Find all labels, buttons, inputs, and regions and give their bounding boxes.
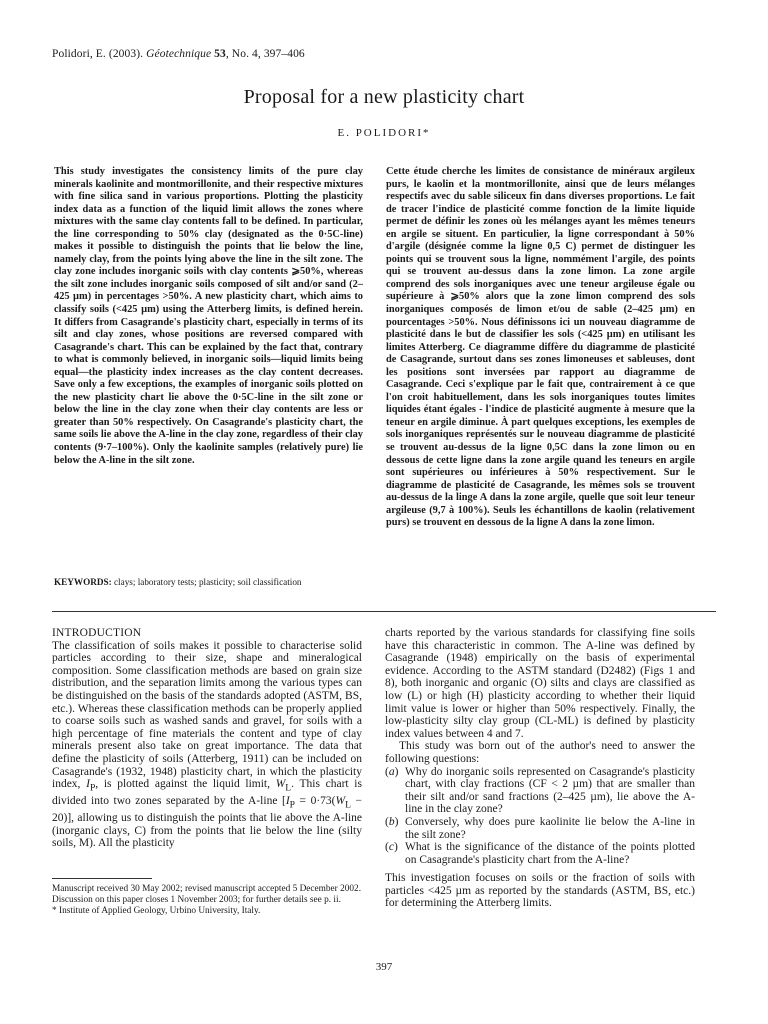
footnote-discussion: Discussion on this paper closes 1 November 2003; for further details see p. ii. (52, 895, 341, 906)
right-column (385, 627, 695, 910)
page-number: 397 (375, 961, 393, 973)
journal-citation (52, 48, 305, 60)
introduction-paragraph-2: charts reported by the various standards for classifying fine soils have this characteristic in common. The A-line was defined by Casagrande (1948) empirically on the basis of experimental evidence. According to the ASTM standard (D2482) (Figs 1 and 8), both inorganic and organic (O) silts and clays are classified as low (L) or high (H) plasticity according to whether their liquid limit value is lower or higher than 50% respectively. Finally, the low-plasticity silty clay group (CL-ML) is defined by plasticity index values between 4 and 7. (385, 627, 695, 740)
citation-issue-pages: , No. 4, 397–406 (225, 48, 305, 60)
keywords (54, 576, 363, 588)
question-item: (b) Conversely, why does pure kaolinite lie below the A-line in the silt zone? (385, 815, 695, 841)
introduction-paragraph-1: The classification of soils makes it possible to characterise solid particles according to their size, shape and mineralogical composition. Some classification methods are based on grain size distribution, and the separation limits among the various types can be distinguished on the basis of the standards adopted (ASTM, BS, etc.). Whereas these classification methods can be properly applied to coarse soils such as washed sands and gravel, for soils with a high percentage of fine materials the content and type of clay minerals present also take on great importance. The data that define the plasticity of soils (Atterberg, 1911) can be included on Casagrande's (1932, 1948) plasticity chart, in which the plasticity index, $I_P$, is plotted against the liquid limit, $W_L$. This chart is divided into two zones separated by the A-line $[I_P = 0\cdot 73(W_L - 20)]$, allowing us to distinguish the points that lie above the A-line (inorganic clays, C) from the points that lie below the line (silty soils, M). All the plasticity (52, 639, 362, 850)
citation-volume: 53 (214, 48, 226, 60)
left-column (52, 627, 362, 850)
footnote-divider (52, 878, 152, 879)
citation-journal: Géotechnique (146, 48, 212, 60)
abstract-french: Cette étude cherche les limites de consistance de minéraux argileux purs, le kaolin et la montmorillonite, ainsi que de leurs mélanges respectifs avec du sable siliceux fin dans diverses proportions. Le fait de tracer l'indice de plasticité comme fonction de la limite liquide permet de définir les zones où les mélanges ayant les mêmes teneurs en argile se situent. En particulier, la ligne correspondant à 50% d'argile (désignée comme la ligne 0,5 C) permet de distinguer les points qui se trouvent sous la ligne, nommément l'argile, des points qui se trouvent au-dessus dans la zone limon. La zone argile comprend des sols inorganiques avec une teneur argileuse égale ou supérieure à ⩾50% alors que la zone limon comprend des sols inorganiques composés de limon et/ou de sable (2–425 µm) en pourcentages >50%. Nous définissons ici un nouveau diagramme de plasticité dans le but de classifier les sols (<425 µm) en utilisant les limites Atterberg. Ce diagramme diffère du diagramme de plasticité de Casagrande, surtout dans ses zones limoneuses et sableuses, dont les positions sont inversées par rapport au diagramme de Casagrande. Ceci s'explique par le fait que, contrairement à ce que l'on croit habituellement, dans les sols inorganiques toutes limites liquides étant égales - l'indice de plasticité augmente à mesure que la teneur en argile diminue. À part quelques exceptions, les exemples de sols inorganiques représentés sur le nouveau diagramme de plasticité se trouvent au-dessus de la ligne 0,5C dans la zone limon ou en dessous de cette ligne dans la zone argile quand les teneurs en argile sont supérieures ou inférieures à 50% respectivement. Sur le diagramme de plasticité de Casagrande, les mêmes sols se trouvent au-dessus de la linge A dans la zone argile, quelle que soit leur teneur argileuse (9,7 à 100%). Seuls les échantillons de kaolin (relativement purs) se trouvent en dessous de la ligne A dans la zone limon. (386, 166, 695, 529)
footnote-affiliation: * Institute of Applied Geology, Urbino University, Italy. (52, 906, 261, 917)
introduction-heading: INTRODUCTION (52, 627, 142, 639)
abstract-english: This study investigates the consistency limits of the pure clay minerals kaolinite and montmorillonite, and their respective mixtures with fine silica sand in various proportions. Plotting the plasticity index data as a function of the liquid limit allows the zones where mixtures with the same clay contents fall to be defined. In particular, the line corresponding to 50% clay (designated as the 0·5C-line) makes it possible to distinguish the points that lie below the line, namely clay, from the points lying above the line in the silt zone. The clay zone includes inorganic soils with clay contents ⩾50%, whereas the silt zone includes inorganic soils composed of silt and/or sand (2–425 µm) in percentages >50%. A new plasticity chart, which aims to classify soils (<425 µm) using the Atterberg limits, is defined herein. It differs from Casagrande's plasticity chart, especially in terms of its silt and clay zones, whose positions are reversed compared with Casagrande's chart. This can be explained by the fact that, contrary to what is commonly believed, in inorganic soils—liquid limits being equal—the plasticity index increases as the clay content decreases. Save only a few exceptions, the examples of inorganic soils plotted on the new plasticity chart lie above the 0·5C-line in the silt zone or below the line in the clay zone when their clay contents are less or greater than 50% respectively. On Casagrande's plasticity chart, the same soils lie above the A-line in the clay zone, regardless of their clay contents (9·7–100%). Only the kaolinite samples (relatively pure) lie below the A-line in the silt zone. (54, 166, 363, 466)
question-item: (c) What is the significance of the distance of the points plotted on Casagrande's plasticity chart from the A-line? (385, 841, 695, 866)
citation-authors: Polidori, E. (2003). (52, 48, 147, 60)
question-list (385, 766, 695, 867)
introduction-paragraph-3: This study was born out of the author's need to answer the following questions: (385, 740, 695, 765)
footnote-received: Manuscript received 30 May 2002; revised manuscript accepted 5 December 2002. (52, 884, 362, 894)
keywords-label: KEYWORDS: (54, 577, 112, 587)
introduction-paragraph-4: This investigation focuses on soils or the fraction of soils with particles <425 µm as reported by the standards (ASTM, BS, etc.) for determining the Atterberg limits. (385, 872, 695, 910)
paper-title: Proposal for a new plasticity chart (243, 86, 525, 108)
paper-author: E. POLIDORI* (337, 127, 431, 139)
section-divider (52, 611, 716, 612)
question-item: (a) Why do inorganic soils represented on Casagrande's plasticity chart, with clay fractions (CF < 2 µm) that are smaller than their silt and/or sand fractions (2–425 µm), lie above the A-line in the clay zone? (385, 765, 695, 816)
footnotes (52, 884, 362, 918)
keywords-list: clays; laboratory tests; plasticity; soil classification (111, 577, 302, 587)
